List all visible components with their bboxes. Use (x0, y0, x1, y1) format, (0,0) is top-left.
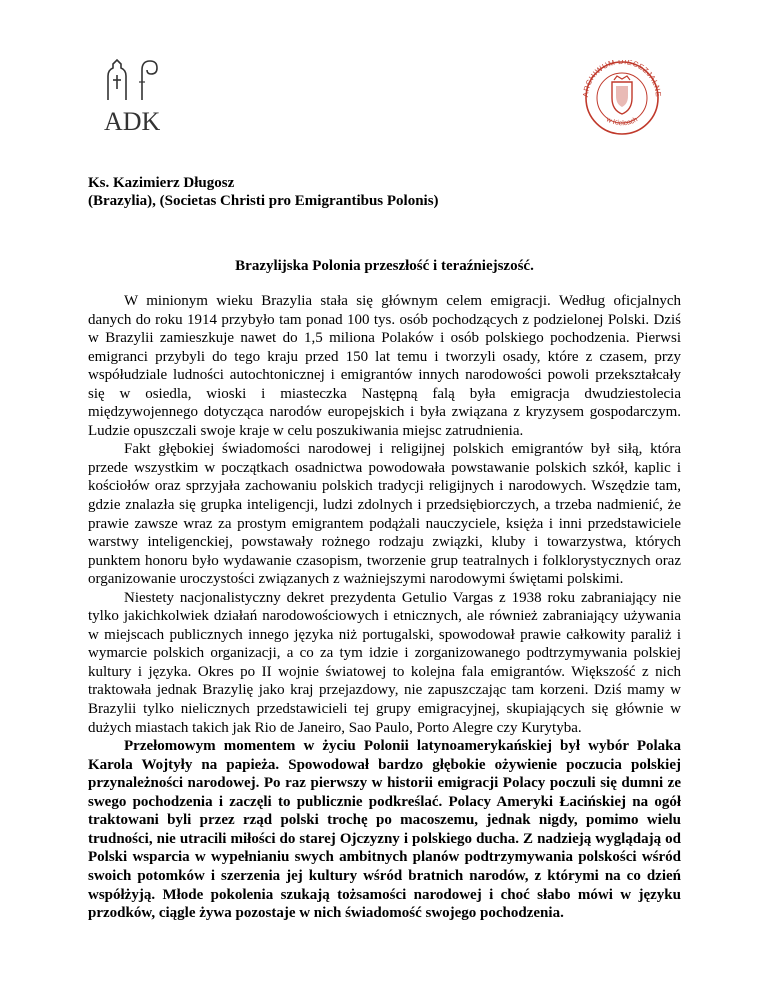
paragraph-2: Fakt głębokiej świadomości narodowej i religijnej polskich emigrantów był siłą, która przede wszystkim w początkach osadnictwa powodowała powstawanie polskich szkół, kaplic i kościołów oraz sprzyjała zachowaniu polskich tradycji religijnych i narodowych. Wszędzie tam, gdzie znalazła się grupka inteligencji, ludzi zdolnych i przedsiębiorczych, a trzeba nadmienić, że prawie zawsze wraz za prostym emigrantem podążali nauczyciele, księża i inni przedstawiciele warstwy inteligenckiej, powstawały rożnego rodzaju związki, kluby i towarzystwa, których punktem honoru było wydawanie czasopism, tworzenie grup teatralnych i folklorystycznych oraz organizowanie uroczystości związanych z ważniejszymi narodowymi świętami polskimi. (88, 441, 681, 588)
diocesan-archive-seal (574, 60, 670, 136)
article-title: Brazylijska Polonia przeszłość i teraźniejszość. (235, 258, 534, 274)
svg-text:w Kielcach (604, 116, 639, 127)
author-block (88, 174, 688, 210)
chapel-cross-icon (100, 56, 170, 136)
adk-logo-text: ADK (104, 107, 161, 136)
author-name: Ks. Kazimierz Długosz (88, 175, 235, 191)
paragraph-4: Przełomowym momentem w życiu Polonii latynoamerykańskiej był wybór Polaka Karola Wojtyły na papieża. Spowodował bardzo głębokie ożywienie poczucia polskiej przynależności narodowej. Po raz pierwszy w historii emigracji Polacy poczuli się dumni ze swego pochodzenia i zaczęli to publicznie podkreślać. Polacy Ameryki Łacińskiej na ogół traktowani byli przez rząd polski trochę po macoszemu, jednak nigdy, pomimo wielu trudności, nie utracili miłości do starej Ojczyzny i polskiego ducha. Z nadzieją wyglądają od Polski wsparcia w wypełnianiu swych ambitnych planów podtrzymywania polskości wśród swoich potomków i szerzenia jej kultury wśród bratnich narodów, z którymi na co dzień współżyją. Młode pokolenia szukają tożsamości narodowej i choć słabo mówi w języku przodków, ciągle żywa pozostaje w nich świadomość swojego pochodzenia. (88, 738, 681, 922)
paragraph-3: Niestety nacjonalistyczny dekret prezydenta Getulio Vargas z 1938 roku zabraniający nie tylko jakichkolwiek działań narodowościowych i etnicznych, ale również zabraniający używania w miejscach publicznych innego języka niż portugalski, spowodował prawie całkowity paraliż i wymarcie polskich organizacji, a co za tym idzie i zorganizowanego podtrzymywania polskiej kultury i języka. Okres po II wojnie światowej to kolejna fala emigrantów. Większość z nich traktowała jednak Brazylię jako kraj przejazdowy, nie zapuszczając tam korzeni. Dziś mamy w Brazylii tylko nielicznych przedstawicieli tej grupy emigracyjnej, skupiających się głównie w dużych miastach takich jak Rio de Janeiro, Sao Paulo, Porto Alegre czy Kurytyba. (88, 589, 681, 736)
paragraph-1: W minionym wieku Brazylia stała się głównym celem emigracji. Według oficjalnych danych do roku 1914 przybyło tam ponad 100 tys. osób pochodzących z podzielonej Polski. Dziś w Brazylii zamieszkuje nawet do 1,5 miliona Polaków i osób polskiego pochodzenia. Pierwsi emigranci przybyli do tego kraju przed 150 lat temu i tworzyli osady, które z czasem, przy współudziale ludności autochtonicznej i emigrantów innych narodowości powoli przekształcały się w osiedla, wioski i miasteczka Następną falą była emigracja dwudziestolecia międzywojennego dotycząca narodów europejskich i była związana z kryzysem gospodarczym. Ludzie opuszczali swoje kraje w celu poszukiwania miejsc zatrudnienia. (88, 293, 681, 439)
archive-seal-logo (574, 60, 670, 136)
article-body (88, 292, 681, 923)
seal-bottom-text: w Kielcach (605, 116, 639, 128)
adk-logo (100, 56, 170, 136)
author-affiliation: (Brazylia), (Societas Christi pro Emigrantibus Polonis) (88, 193, 439, 209)
seal-top-text: ARCHIWUM DIECEZJALNE (580, 60, 664, 98)
